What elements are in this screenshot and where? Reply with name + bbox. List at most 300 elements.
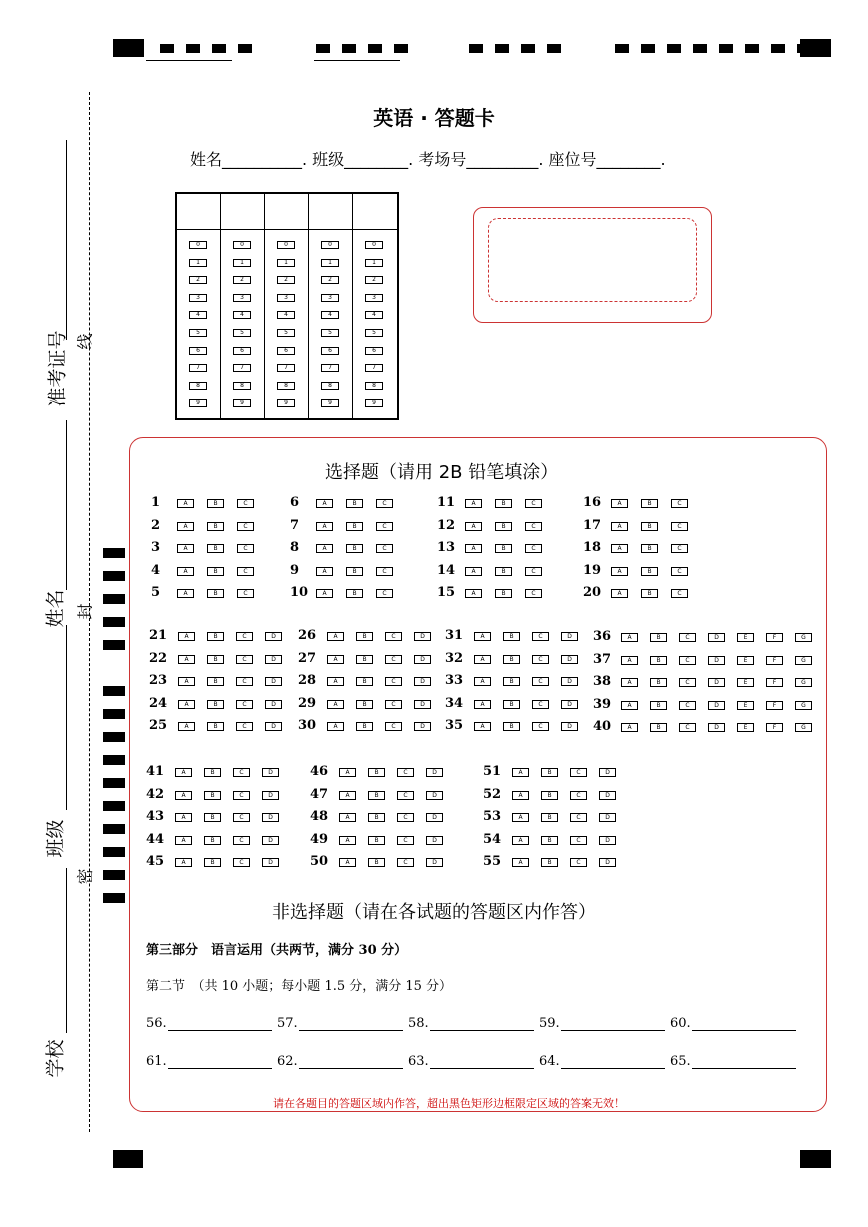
digit-bubble[interactable]: 1	[233, 259, 251, 267]
option-bubble[interactable]: D	[414, 700, 431, 709]
option-bubble[interactable]: A	[611, 544, 628, 553]
option-bubble[interactable]: B	[503, 655, 520, 664]
option-bubble[interactable]: C	[237, 522, 254, 531]
digit-bubble[interactable]: 8	[321, 382, 339, 390]
option-bubble[interactable]: A	[611, 499, 628, 508]
option-bubble[interactable]: B	[541, 791, 558, 800]
option-bubble[interactable]: C	[385, 655, 402, 664]
option-bubble[interactable]: B	[650, 656, 667, 665]
option-bubble[interactable]: B	[495, 499, 512, 508]
option-bubble[interactable]: A	[474, 677, 491, 686]
digit-bubble[interactable]: 8	[189, 382, 207, 390]
question-number: 20	[583, 585, 602, 601]
option-bubble[interactable]: D	[414, 722, 431, 731]
digit-bubble[interactable]: 2	[189, 276, 207, 284]
option-bubble[interactable]: A	[316, 544, 333, 553]
option-bubble[interactable]: A	[316, 567, 333, 576]
option-bubble[interactable]: D	[426, 836, 443, 845]
option-bubble[interactable]: D	[426, 768, 443, 777]
option-bubble[interactable]: A	[474, 700, 491, 709]
option-bubble[interactable]: C	[532, 677, 549, 686]
option-bubble[interactable]: C	[525, 499, 542, 508]
option-bubble[interactable]: A	[465, 522, 482, 531]
digit-bubble[interactable]: 5	[189, 329, 207, 337]
option-bubble[interactable]: D	[561, 677, 578, 686]
option-bubble[interactable]: A	[621, 701, 638, 710]
option-bubble[interactable]: D	[265, 700, 282, 709]
option-bubble[interactable]: A	[512, 813, 529, 822]
option-bubble[interactable]: B	[207, 544, 224, 553]
option-bubble[interactable]: D	[414, 655, 431, 664]
option-bubble[interactable]: F	[766, 701, 783, 710]
option-bubble[interactable]: C	[570, 768, 587, 777]
option-bubble[interactable]: B	[356, 632, 373, 641]
digit-bubble[interactable]: 3	[277, 294, 295, 302]
option-bubble[interactable]: C	[385, 722, 402, 731]
option-bubble[interactable]: B	[207, 499, 224, 508]
option-bubble[interactable]: D	[708, 678, 725, 687]
digit-bubble[interactable]: 4	[189, 311, 207, 319]
option-bubble[interactable]: G	[795, 656, 812, 665]
digit-bubble[interactable]: 8	[365, 382, 383, 390]
digit-bubble[interactable]: 0	[365, 241, 383, 249]
option-bubble[interactable]: B	[541, 858, 558, 867]
digit-bubble[interactable]: 2	[365, 276, 383, 284]
option-bubble[interactable]: C	[237, 499, 254, 508]
option-bubble[interactable]: B	[207, 677, 224, 686]
digit-bubble[interactable]: 9	[277, 399, 295, 407]
digit-bubble[interactable]: 8	[277, 382, 295, 390]
option-bubble[interactable]: B	[368, 858, 385, 867]
option-bubble[interactable]: D	[708, 656, 725, 665]
option-bubble[interactable]: B	[204, 768, 221, 777]
digit-bubble[interactable]: 7	[321, 364, 339, 372]
answer-blank[interactable]	[168, 1030, 272, 1031]
option-bubble[interactable]: B	[207, 655, 224, 664]
option-bubble[interactable]: B	[650, 701, 667, 710]
option-bubble[interactable]: C	[570, 813, 587, 822]
option-bubble[interactable]: D	[599, 813, 616, 822]
option-bubble[interactable]: D	[708, 723, 725, 732]
digit-bubble[interactable]: 9	[189, 399, 207, 407]
option-bubble[interactable]: B	[204, 791, 221, 800]
option-bubble[interactable]: C	[671, 567, 688, 576]
option-bubble[interactable]: C	[679, 723, 696, 732]
option-bubble[interactable]: D	[561, 655, 578, 664]
option-bubble[interactable]: D	[426, 813, 443, 822]
option-bubble[interactable]: C	[236, 655, 253, 664]
digit-bubble[interactable]: 7	[365, 364, 383, 372]
option-bubble[interactable]: D	[265, 655, 282, 664]
option-bubble[interactable]: C	[525, 544, 542, 553]
digit-bubble[interactable]: 3	[321, 294, 339, 302]
timing-bar	[103, 801, 125, 811]
option-bubble[interactable]: C	[671, 589, 688, 598]
option-bubble[interactable]: A	[316, 589, 333, 598]
option-bubble[interactable]: B	[503, 700, 520, 709]
option-bubble[interactable]: B	[641, 589, 658, 598]
option-bubble[interactable]: C	[385, 677, 402, 686]
digit-bubble[interactable]: 4	[321, 311, 339, 319]
answer-blank[interactable]	[299, 1068, 403, 1069]
option-bubble[interactable]: F	[766, 656, 783, 665]
option-bubble[interactable]: E	[737, 633, 754, 642]
option-bubble[interactable]: C	[233, 858, 250, 867]
option-bubble[interactable]: C	[233, 813, 250, 822]
option-bubble[interactable]: C	[679, 701, 696, 710]
option-bubble[interactable]: F	[766, 723, 783, 732]
option-bubble[interactable]: C	[233, 836, 250, 845]
option-bubble[interactable]: B	[368, 836, 385, 845]
option-bubble[interactable]: C	[376, 522, 393, 531]
digit-bubble[interactable]: 4	[365, 311, 383, 319]
answer-blank[interactable]	[561, 1068, 665, 1069]
option-bubble[interactable]: A	[177, 544, 194, 553]
option-bubble[interactable]: B	[368, 813, 385, 822]
digit-bubble[interactable]: 3	[189, 294, 207, 302]
answer-blank[interactable]	[561, 1030, 665, 1031]
option-bubble[interactable]: B	[356, 677, 373, 686]
option-bubble[interactable]: B	[495, 522, 512, 531]
option-bubble[interactable]: B	[207, 700, 224, 709]
option-bubble[interactable]: B	[346, 589, 363, 598]
option-bubble[interactable]: D	[414, 677, 431, 686]
option-bubble[interactable]: A	[327, 632, 344, 641]
option-bubble[interactable]: D	[262, 836, 279, 845]
option-bubble[interactable]: A	[175, 813, 192, 822]
option-bubble[interactable]: D	[262, 858, 279, 867]
option-bubble[interactable]: C	[570, 836, 587, 845]
answer-blank[interactable]	[692, 1030, 796, 1031]
option-bubble[interactable]: A	[512, 768, 529, 777]
digit-bubble[interactable]: 4	[233, 311, 251, 319]
question-number: 28	[298, 673, 317, 689]
option-bubble[interactable]: C	[376, 567, 393, 576]
option-bubble[interactable]: A	[512, 791, 529, 800]
digit-bubble[interactable]: 9	[365, 399, 383, 407]
option-bubble[interactable]: A	[178, 655, 195, 664]
option-bubble[interactable]: C	[532, 655, 549, 664]
option-bubble[interactable]: C	[376, 589, 393, 598]
option-bubble[interactable]: C	[236, 700, 253, 709]
option-bubble[interactable]: B	[503, 632, 520, 641]
option-bubble[interactable]: A	[465, 544, 482, 553]
barcode-area	[473, 207, 712, 323]
option-bubble[interactable]: C	[397, 858, 414, 867]
digit-bubble[interactable]: 5	[365, 329, 383, 337]
option-bubble[interactable]: B	[356, 700, 373, 709]
digit-bubble[interactable]: 6	[189, 347, 207, 355]
option-bubble[interactable]: B	[495, 544, 512, 553]
option-bubble[interactable]: A	[339, 813, 356, 822]
option-bubble[interactable]: A	[621, 678, 638, 687]
option-bubble[interactable]: D	[561, 632, 578, 641]
option-bubble[interactable]: C	[397, 813, 414, 822]
option-bubble[interactable]: E	[737, 701, 754, 710]
option-bubble[interactable]: A	[177, 522, 194, 531]
option-bubble[interactable]: B	[641, 499, 658, 508]
option-bubble[interactable]: A	[621, 656, 638, 665]
timing-dash	[641, 44, 655, 53]
option-bubble[interactable]: C	[671, 499, 688, 508]
option-bubble[interactable]: B	[356, 722, 373, 731]
option-bubble[interactable]: D	[426, 791, 443, 800]
option-bubble[interactable]: A	[339, 836, 356, 845]
option-bubble[interactable]: B	[541, 836, 558, 845]
option-bubble[interactable]: A	[621, 723, 638, 732]
option-bubble[interactable]: E	[737, 678, 754, 687]
option-bubble[interactable]: G	[795, 678, 812, 687]
grid-header-cell[interactable]	[221, 194, 264, 230]
option-bubble[interactable]: D	[265, 722, 282, 731]
option-bubble[interactable]: B	[207, 522, 224, 531]
digit-bubble[interactable]: 1	[277, 259, 295, 267]
digit-bubble[interactable]: 3	[233, 294, 251, 302]
option-bubble[interactable]: C	[679, 656, 696, 665]
option-bubble[interactable]: B	[368, 791, 385, 800]
option-bubble[interactable]: A	[327, 655, 344, 664]
digit-bubble[interactable]: 7	[277, 364, 295, 372]
option-bubble[interactable]: C	[236, 677, 253, 686]
option-bubble[interactable]: C	[532, 632, 549, 641]
option-bubble[interactable]: E	[737, 723, 754, 732]
option-bubble[interactable]: B	[541, 768, 558, 777]
option-bubble[interactable]: D	[265, 677, 282, 686]
digit-bubble[interactable]: 6	[321, 347, 339, 355]
option-bubble[interactable]: C	[532, 700, 549, 709]
option-bubble[interactable]: B	[356, 655, 373, 664]
digit-bubble[interactable]: 6	[233, 347, 251, 355]
digit-bubble[interactable]: 5	[233, 329, 251, 337]
option-bubble[interactable]: B	[207, 632, 224, 641]
option-bubble[interactable]: B	[650, 723, 667, 732]
option-bubble[interactable]: A	[177, 589, 194, 598]
timing-dash	[771, 44, 785, 53]
option-bubble[interactable]: B	[207, 567, 224, 576]
option-bubble[interactable]: C	[236, 722, 253, 731]
option-bubble[interactable]: B	[204, 836, 221, 845]
option-bubble[interactable]: A	[175, 768, 192, 777]
option-bubble[interactable]: C	[532, 722, 549, 731]
option-bubble[interactable]: A	[512, 858, 529, 867]
option-bubble[interactable]: G	[795, 723, 812, 732]
grid-header-cell[interactable]	[353, 194, 397, 230]
option-bubble[interactable]: C	[233, 768, 250, 777]
question-number: 32	[445, 650, 464, 666]
option-bubble[interactable]: C	[570, 791, 587, 800]
timing-dash	[547, 44, 561, 53]
option-bubble[interactable]: D	[599, 858, 616, 867]
option-bubble[interactable]: C	[236, 632, 253, 641]
digit-bubble[interactable]: 6	[277, 347, 295, 355]
option-bubble[interactable]: C	[237, 544, 254, 553]
option-bubble[interactable]: B	[503, 677, 520, 686]
option-bubble[interactable]: A	[177, 499, 194, 508]
digit-bubble[interactable]: 0	[233, 241, 251, 249]
option-bubble[interactable]: D	[414, 632, 431, 641]
option-bubble[interactable]: D	[262, 791, 279, 800]
option-bubble[interactable]: D	[262, 768, 279, 777]
digit-bubble[interactable]: 5	[321, 329, 339, 337]
option-bubble[interactable]: A	[611, 567, 628, 576]
option-bubble[interactable]: F	[766, 678, 783, 687]
digit-bubble[interactable]: 9	[233, 399, 251, 407]
digit-bubble[interactable]: 1	[321, 259, 339, 267]
option-bubble[interactable]: B	[207, 589, 224, 598]
option-bubble[interactable]: A	[339, 768, 356, 777]
option-bubble[interactable]: C	[376, 544, 393, 553]
option-bubble[interactable]: C	[671, 522, 688, 531]
option-bubble[interactable]: B	[204, 813, 221, 822]
option-bubble[interactable]: A	[316, 522, 333, 531]
option-bubble[interactable]: D	[262, 813, 279, 822]
option-bubble[interactable]: A	[175, 836, 192, 845]
option-bubble[interactable]: A	[465, 589, 482, 598]
question-number: 15	[437, 585, 456, 601]
digit-bubble[interactable]: 3	[365, 294, 383, 302]
digit-bubble[interactable]: 1	[365, 259, 383, 267]
blank-number: 61.	[146, 1054, 167, 1069]
answer-blank[interactable]	[430, 1068, 534, 1069]
digit-bubble[interactable]: 4	[277, 311, 295, 319]
option-bubble[interactable]: C	[385, 700, 402, 709]
option-bubble[interactable]: A	[175, 858, 192, 867]
option-bubble[interactable]: A	[512, 836, 529, 845]
option-bubble[interactable]: C	[397, 836, 414, 845]
answer-blank[interactable]	[692, 1068, 796, 1069]
question-number: 55	[483, 854, 502, 870]
option-bubble[interactable]: A	[611, 522, 628, 531]
option-bubble[interactable]: B	[495, 567, 512, 576]
option-bubble[interactable]: D	[599, 791, 616, 800]
sidebar-line	[66, 420, 67, 590]
digit-bubble[interactable]: 0	[189, 241, 207, 249]
option-bubble[interactable]: A	[178, 700, 195, 709]
option-bubble[interactable]: B	[641, 522, 658, 531]
blank-number: 65.	[670, 1054, 691, 1069]
grid-header-cell[interactable]	[177, 194, 220, 230]
option-bubble[interactable]: C	[671, 544, 688, 553]
option-bubble[interactable]: C	[679, 678, 696, 687]
option-bubble[interactable]: C	[525, 567, 542, 576]
option-bubble[interactable]: A	[178, 632, 195, 641]
option-bubble[interactable]: B	[641, 567, 658, 576]
answer-blank[interactable]	[430, 1030, 534, 1031]
option-bubble[interactable]: A	[474, 655, 491, 664]
option-bubble[interactable]: A	[465, 499, 482, 508]
option-bubble[interactable]: A	[474, 632, 491, 641]
question-number: 39	[593, 696, 612, 712]
digit-bubble[interactable]: 2	[277, 276, 295, 284]
option-bubble[interactable]: C	[237, 567, 254, 576]
option-bubble[interactable]: D	[561, 722, 578, 731]
option-bubble[interactable]: G	[795, 633, 812, 642]
answer-blank[interactable]	[299, 1030, 403, 1031]
option-bubble[interactable]: B	[650, 678, 667, 687]
exam-number-grid[interactable]	[175, 192, 399, 420]
option-bubble[interactable]: A	[175, 791, 192, 800]
option-bubble[interactable]: B	[650, 633, 667, 642]
option-bubble[interactable]: C	[397, 791, 414, 800]
option-bubble[interactable]: B	[346, 544, 363, 553]
option-bubble[interactable]: A	[327, 677, 344, 686]
option-bubble[interactable]: C	[385, 632, 402, 641]
option-bubble[interactable]: A	[621, 633, 638, 642]
option-bubble[interactable]: A	[177, 567, 194, 576]
question-number: 37	[593, 651, 612, 667]
option-bubble[interactable]: C	[397, 768, 414, 777]
option-bubble[interactable]: D	[708, 633, 725, 642]
option-bubble[interactable]: D	[561, 700, 578, 709]
question-number: 35	[445, 718, 464, 734]
option-bubble[interactable]: B	[346, 567, 363, 576]
answer-blank[interactable]	[168, 1068, 272, 1069]
option-bubble[interactable]: B	[503, 722, 520, 731]
option-bubble[interactable]: A	[327, 722, 344, 731]
option-bubble[interactable]: E	[737, 656, 754, 665]
option-bubble[interactable]: B	[541, 813, 558, 822]
option-bubble[interactable]: A	[474, 722, 491, 731]
option-bubble[interactable]: B	[346, 522, 363, 531]
option-bubble[interactable]: D	[708, 701, 725, 710]
grid-header-cell[interactable]	[309, 194, 352, 230]
digit-bubble[interactable]: 8	[233, 382, 251, 390]
option-bubble[interactable]: C	[233, 791, 250, 800]
option-bubble[interactable]: A	[178, 722, 195, 731]
option-bubble[interactable]: C	[237, 589, 254, 598]
option-bubble[interactable]: B	[641, 544, 658, 553]
option-bubble[interactable]: B	[204, 858, 221, 867]
digit-bubble[interactable]: 0	[277, 241, 295, 249]
digit-bubble[interactable]: 7	[233, 364, 251, 372]
digit-bubble[interactable]: 2	[233, 276, 251, 284]
option-bubble[interactable]: C	[376, 499, 393, 508]
option-bubble[interactable]: A	[465, 567, 482, 576]
option-bubble[interactable]: B	[346, 499, 363, 508]
option-bubble[interactable]: G	[795, 701, 812, 710]
grid-header-cell[interactable]	[265, 194, 308, 230]
question-number: 52	[483, 786, 502, 802]
option-bubble[interactable]: C	[525, 522, 542, 531]
option-bubble[interactable]: A	[339, 858, 356, 867]
option-bubble[interactable]: A	[327, 700, 344, 709]
digit-bubble[interactable]: 7	[189, 364, 207, 372]
option-bubble[interactable]: D	[599, 768, 616, 777]
option-bubble[interactable]: B	[495, 589, 512, 598]
digit-bubble[interactable]: 0	[321, 241, 339, 249]
option-bubble[interactable]: C	[570, 858, 587, 867]
option-bubble[interactable]: B	[207, 722, 224, 731]
digit-bubble[interactable]: 9	[321, 399, 339, 407]
digit-bubble[interactable]: 5	[277, 329, 295, 337]
digit-bubble[interactable]: 6	[365, 347, 383, 355]
option-bubble[interactable]: D	[599, 836, 616, 845]
option-bubble[interactable]: C	[679, 633, 696, 642]
question-number: 51	[483, 764, 502, 779]
option-bubble[interactable]: A	[178, 677, 195, 686]
option-bubble[interactable]: B	[368, 768, 385, 777]
option-bubble[interactable]: A	[611, 589, 628, 598]
option-bubble[interactable]: C	[525, 589, 542, 598]
digit-bubble[interactable]: 2	[321, 276, 339, 284]
digit-bubble[interactable]: 1	[189, 259, 207, 267]
option-bubble[interactable]: F	[766, 633, 783, 642]
non-choice-title: 非选择题（请在各试题的答题区内作答）	[272, 902, 596, 923]
option-bubble[interactable]: D	[426, 858, 443, 867]
option-bubble[interactable]: A	[339, 791, 356, 800]
option-bubble[interactable]: D	[265, 632, 282, 641]
option-bubble[interactable]: A	[316, 499, 333, 508]
